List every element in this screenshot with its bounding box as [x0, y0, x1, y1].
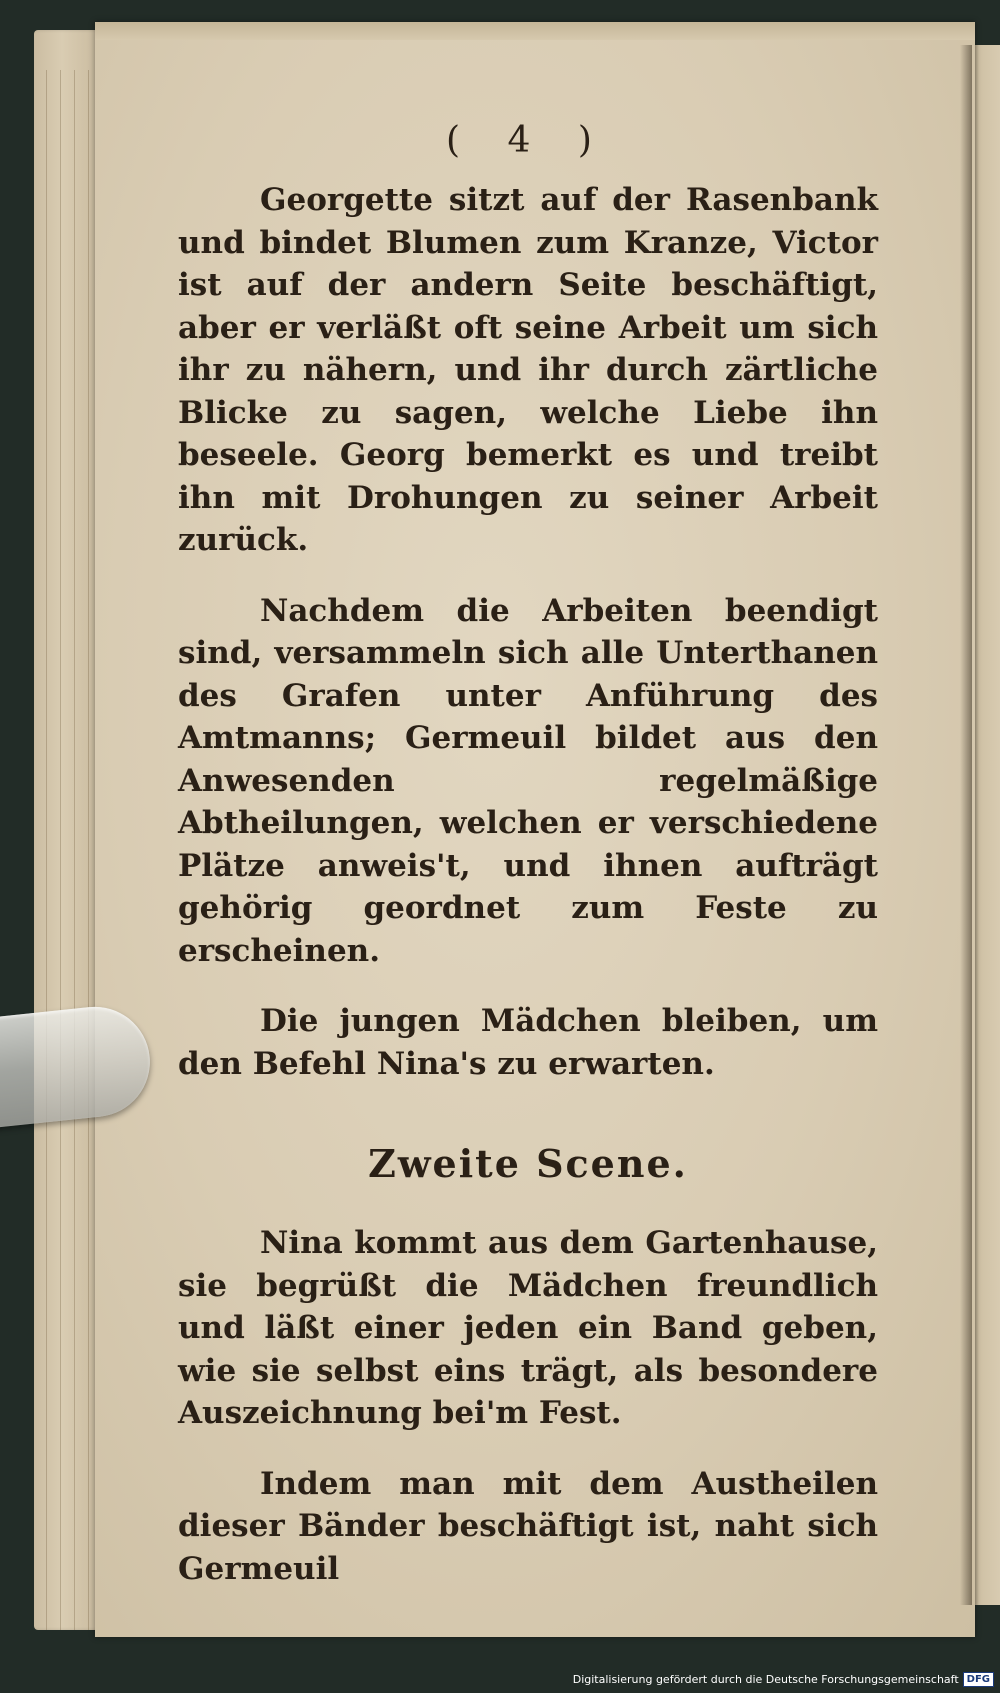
- page-number: ( 4 ): [446, 120, 610, 161]
- paragraph-2: Nachdem die Arbeiten beendigt sind, versammeln sich alle Unterthanen des Grafen unter Anführung des Amtmanns; Germeuil bildet aus den Anwesenden regelmäßige Abtheilungen, welchen er verschiedene Plätze anweis't, und ihnen aufträgt gehörig geordnet zum Feste zu erscheinen.: [178, 592, 878, 969]
- digitization-credit: [573, 1669, 994, 1689]
- paragraph-3: Die jungen Mädchen bleiben, um den Befehl Nina's zu erwarten.: [178, 1003, 878, 1082]
- book-gutter: [960, 45, 972, 1605]
- credit-text: Digitalisierung gefördert durch die Deutsche Forschungsgemeinschaft: [572, 1672, 959, 1686]
- paragraph-5: Indem man mit dem Austheilen dieser Bänder beschäftigt ist, naht sich Germeuil: [178, 1465, 878, 1587]
- page-edge-line: [88, 70, 89, 1630]
- page-stack-edge: [34, 30, 104, 1630]
- paragraph-1: Georgette sitzt auf der Rasenbank und bindet Blumen zum Kranze, Victor ist auf der andern Seite beschäftigt, aber er verläßt oft seine Arbeit um sich ihr zu nähern, und ihr durch zärtliche Blicke zu sagen, welche Liebe ihn beseele. Georg bemerkt es und treibt ihn mit Drohungen zu seiner Arbeit zurück.: [178, 182, 878, 558]
- dfg-logo-icon: DFG: [963, 1672, 994, 1687]
- scene-heading: Zweite Scene.: [368, 1141, 688, 1186]
- paragraph-4: Nina kommt aus dem Gartenhause, sie begrüßt die Mädchen freundlich und läßt einer jeden ein Band geben, wie sie selbst eins trägt, als besondere Auszeichnung bei'm Fest.: [178, 1225, 878, 1431]
- page-text: [178, 120, 878, 1618]
- page-top-edge: [95, 22, 975, 40]
- page-edge-line: [74, 70, 75, 1630]
- page-edge-line: [60, 70, 61, 1630]
- page-edge-line: [46, 70, 47, 1630]
